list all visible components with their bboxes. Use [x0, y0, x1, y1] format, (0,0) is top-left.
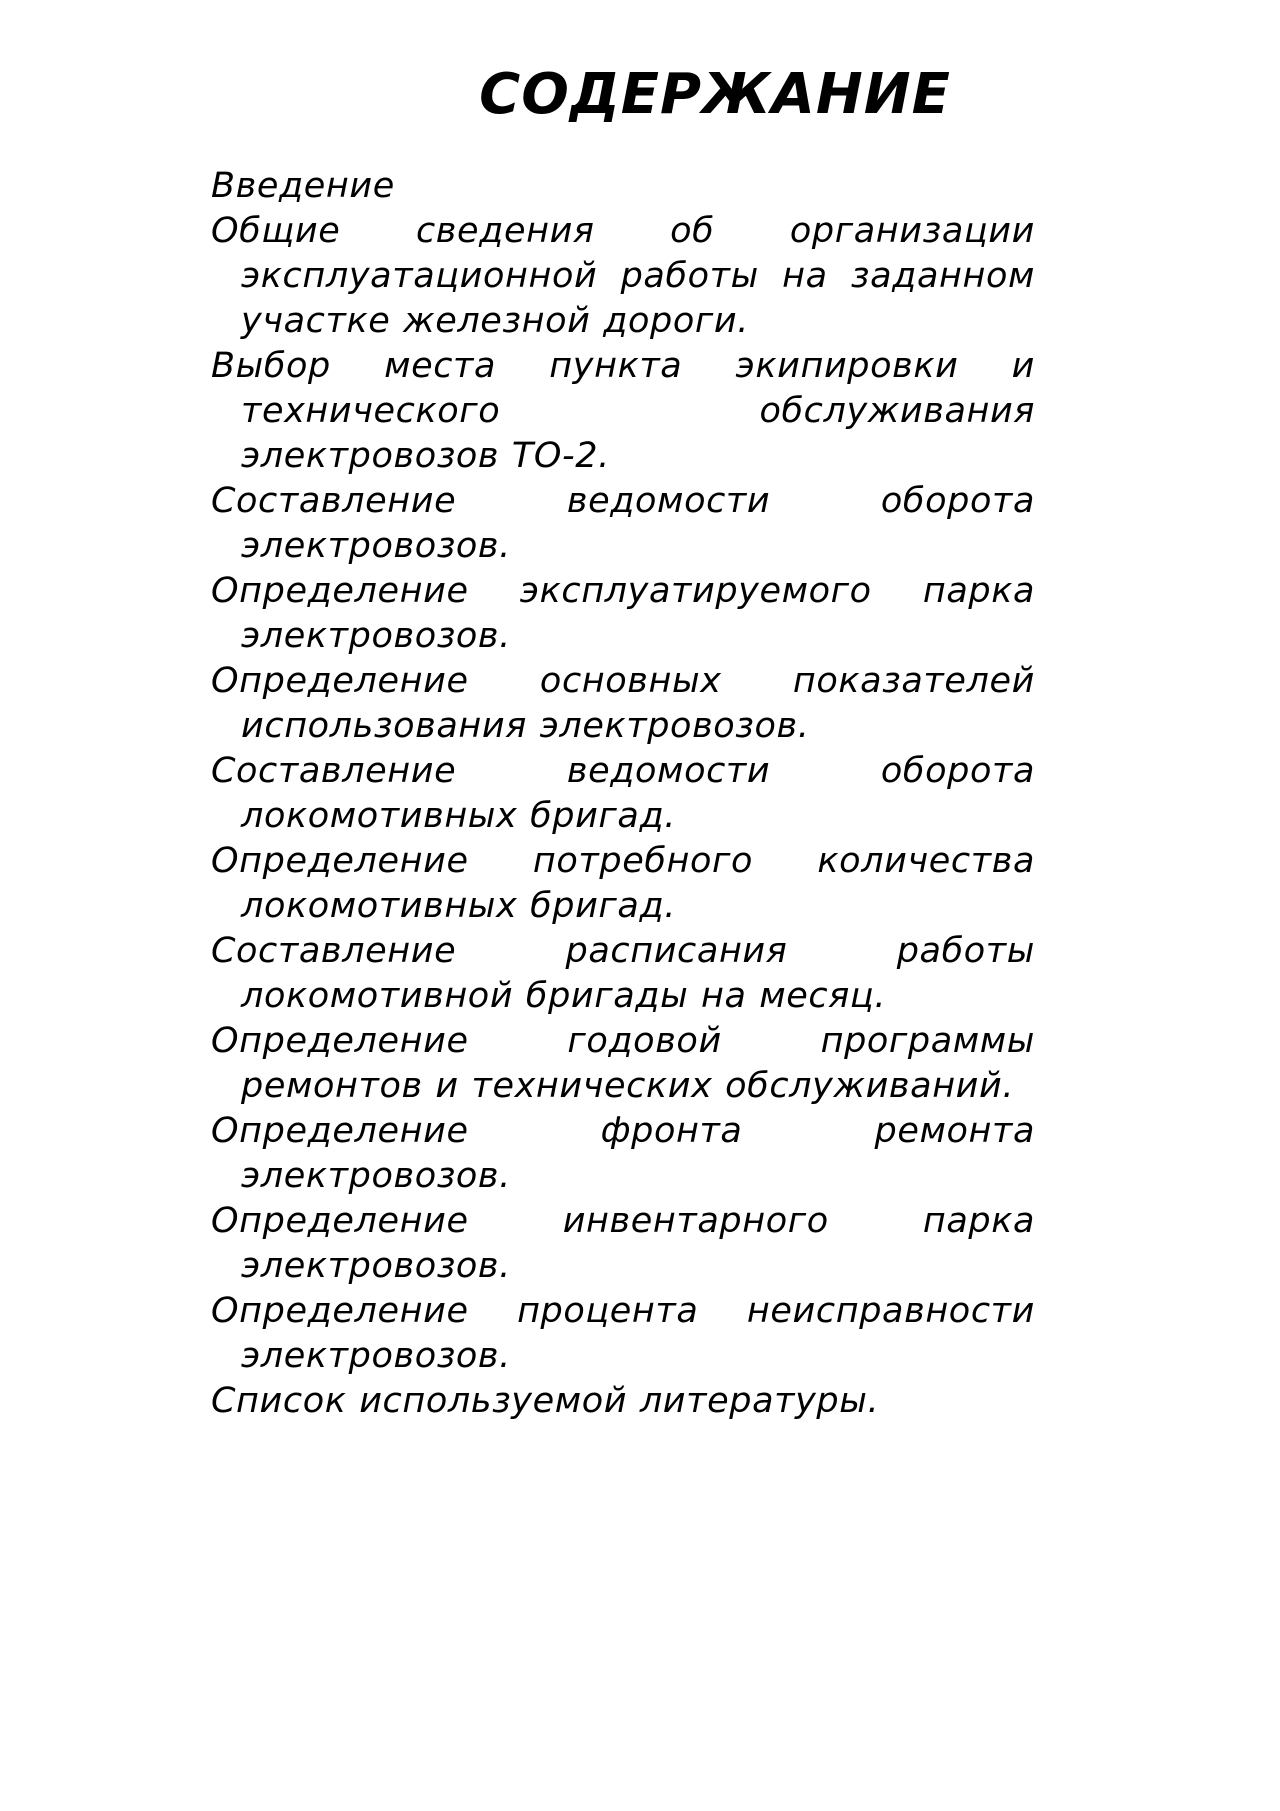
toc-item-repair-front: Определение фронта ремонта электровозов.: [211, 1111, 1035, 1196]
toc-item-crew-schedule: Составление расписания работы локомотивной бригады на месяц.: [211, 931, 1035, 1016]
toc-item-general-info: Общие сведения об организации эксплуатационной работы на заданном участке железной дороги.: [211, 211, 1035, 341]
toc-item-inventory-fleet: Определение инвентарного парка электровозов.: [211, 1201, 1035, 1286]
toc-item-crew-turnover-sheet: Составление ведомости оборота локомотивных бригад.: [211, 751, 1035, 836]
toc-item-annual-repair-program: Определение годовой программы ремонтов и технических обслуживаний.: [211, 1021, 1035, 1106]
toc-item-fault-percentage: Определение процента неисправности электровозов.: [211, 1291, 1035, 1376]
toc-item-operated-fleet: Определение эксплуатируемого парка электровозов.: [211, 571, 1035, 656]
toc-item-introduction: Введение: [211, 166, 395, 206]
toc-item-references: Список используемой литературы.: [211, 1381, 880, 1421]
toc-item-service-point-location: Выбор места пункта экипировки и технического обслуживания электровозов ТО-2.: [211, 346, 1035, 476]
toc-item-locomotive-turnover-sheet: Составление ведомости оборота электровозов.: [211, 481, 1035, 566]
table-of-contents: [211, 164, 1035, 1424]
page-title: СОДЕРЖАНИЕ: [479, 62, 951, 127]
toc-item-crew-count: Определение потребного количества локомотивных бригад.: [211, 841, 1035, 926]
toc-item-usage-indicators: Определение основных показателей использования электровозов.: [211, 661, 1035, 746]
